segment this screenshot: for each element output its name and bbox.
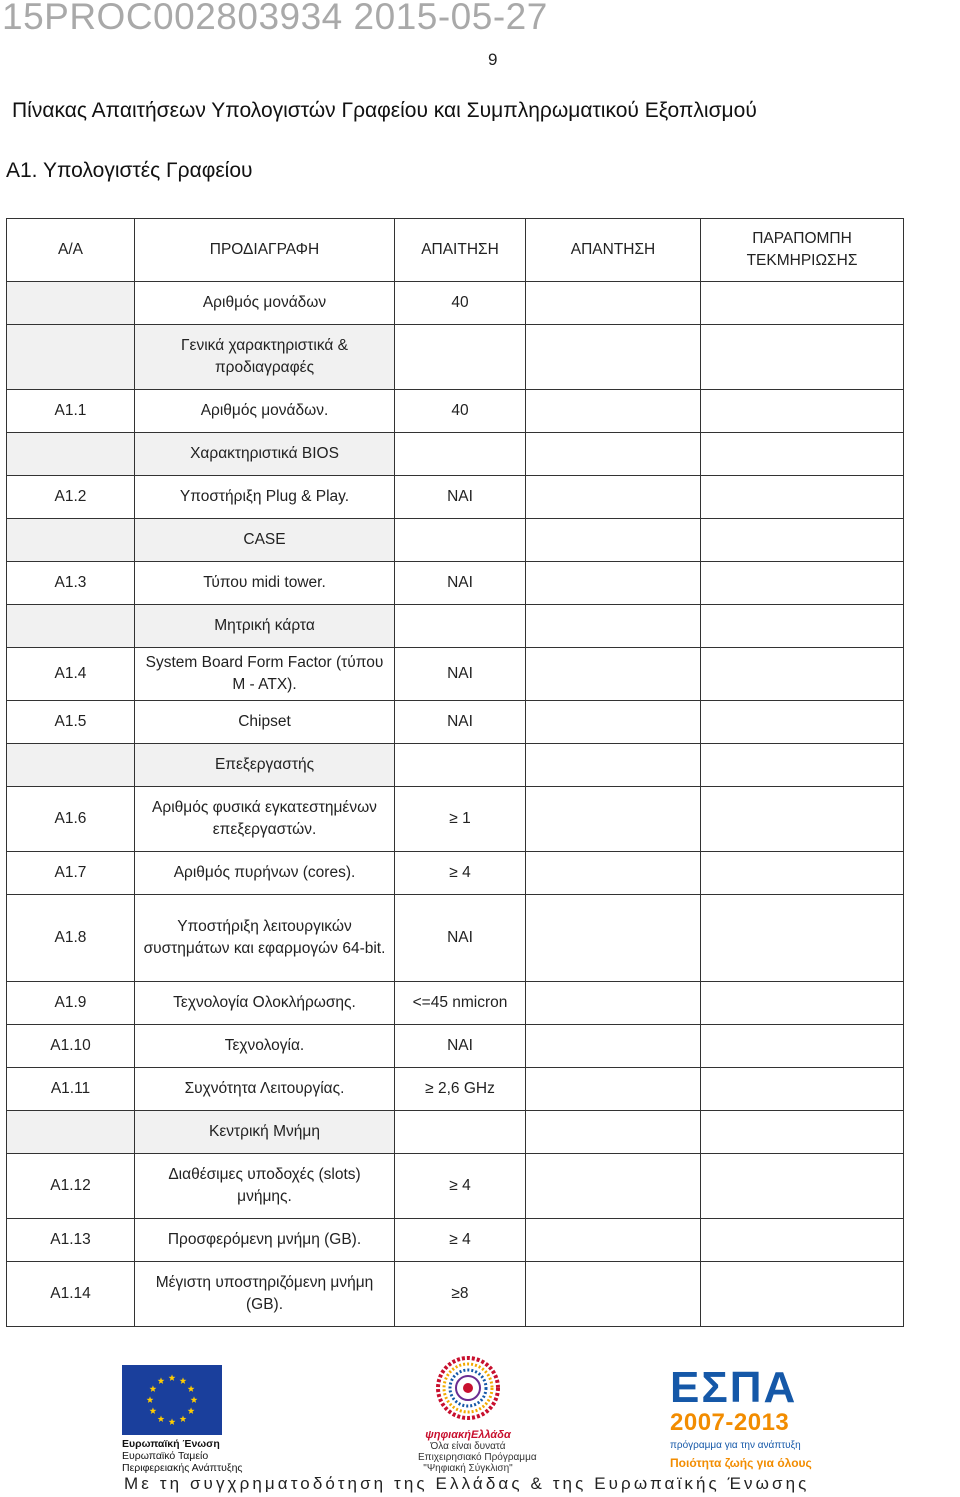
row-id-cell: Α1.1 <box>7 390 135 433</box>
eu-star-icon <box>180 1415 187 1422</box>
eu-caption-line: Ευρωπαϊκή Ένωση <box>122 1438 220 1450</box>
row-id-cell: Α1.7 <box>7 852 135 895</box>
answer-cell <box>526 701 701 744</box>
requirement-cell: ≥ 4 <box>395 1154 526 1219</box>
eu-star-icon <box>150 1407 157 1414</box>
answer-cell <box>526 648 701 701</box>
eu-star-icon <box>188 1385 195 1392</box>
spec-cell: Αριθμός πυρήνων (cores). <box>135 852 395 895</box>
eu-caption <box>122 1438 242 1474</box>
answer-cell <box>526 519 701 562</box>
answer-cell <box>526 1025 701 1068</box>
column-header-requirement: ΑΠΑΙΤΗΣΗ <box>395 219 526 282</box>
column-header-spec: ΠΡΟΔΙΑΓΡΑΦΗ <box>135 219 395 282</box>
answer-cell <box>526 476 701 519</box>
row-id-cell <box>7 433 135 476</box>
requirement-cell <box>395 605 526 648</box>
answer-cell <box>526 325 701 390</box>
table-row <box>7 648 904 701</box>
answer-cell <box>526 852 701 895</box>
eu-star-icon <box>188 1407 195 1414</box>
row-id-cell: Α1.8 <box>7 895 135 982</box>
spec-cell: Τεχνολογία Ολοκλήρωσης. <box>135 982 395 1025</box>
espa-tagline: πρόγραμμα για την ανάπτυξη <box>670 1440 801 1451</box>
answer-cell <box>526 390 701 433</box>
eu-star-icon <box>180 1377 187 1384</box>
spec-cell: System Board Form Factor (τύπου M - ATX). <box>135 648 395 701</box>
requirement-cell: ≥ 4 <box>395 852 526 895</box>
reference-cell <box>701 519 904 562</box>
reference-cell <box>701 895 904 982</box>
row-id-cell: Α1.2 <box>7 476 135 519</box>
eu-flag-stars <box>122 1365 222 1435</box>
spec-cell: Διαθέσιμες υποδοχές (slots) μνήμης. <box>135 1154 395 1219</box>
group-header-row <box>7 433 904 476</box>
answer-cell <box>526 895 701 982</box>
table-row <box>7 1219 904 1262</box>
requirement-cell <box>395 433 526 476</box>
column-header-answer: ΑΠΑΝΤΗΣΗ <box>526 219 701 282</box>
eu-star-icon <box>169 1374 176 1381</box>
table-row <box>7 852 904 895</box>
requirement-cell: ΝΑΙ <box>395 648 526 701</box>
requirement-cell: 40 <box>395 390 526 433</box>
spec-cell: Υποστήριξη Plug & Play. <box>135 476 395 519</box>
row-id-cell: Α1.3 <box>7 562 135 605</box>
answer-cell <box>526 605 701 648</box>
digital-greece-line: Όλα είναι δυνατά <box>430 1441 506 1452</box>
answer-cell <box>526 1262 701 1327</box>
eu-star-icon <box>169 1418 176 1425</box>
spec-cell: Chipset <box>135 701 395 744</box>
eu-star-icon <box>158 1377 165 1384</box>
table-row <box>7 895 904 982</box>
spec-cell: Υποστήριξη λειτουργικών συστημάτων και εφαρμογών 64-bit. <box>135 895 395 982</box>
group-header-row <box>7 519 904 562</box>
espa-wordmark: ΕΣΠΑ <box>670 1363 798 1412</box>
requirement-cell <box>395 519 526 562</box>
reference-cell <box>701 1154 904 1219</box>
espa-logo <box>670 1363 830 1470</box>
requirement-cell: 40 <box>395 282 526 325</box>
digital-greece-brand: ψηφιακήΕλλάδα <box>425 1429 511 1441</box>
row-id-cell <box>7 282 135 325</box>
table-row <box>7 1262 904 1327</box>
answer-cell <box>526 1068 701 1111</box>
eu-star-icon <box>158 1415 165 1422</box>
requirement-cell: ΝΑΙ <box>395 895 526 982</box>
row-id-cell: Α1.10 <box>7 1025 135 1068</box>
row-id-cell: Α1.11 <box>7 1068 135 1111</box>
eu-flag-icon <box>122 1365 222 1435</box>
eu-star-icon <box>191 1396 198 1403</box>
page-number: 9 <box>488 50 498 69</box>
answer-cell <box>526 744 701 787</box>
row-id-cell <box>7 1111 135 1154</box>
spec-cell: Προσφερόμενη μνήμη (GB). <box>135 1219 395 1262</box>
answer-cell <box>526 433 701 476</box>
requirement-cell: ≥8 <box>395 1262 526 1327</box>
group-title-cell: CASE <box>135 519 395 562</box>
answer-cell <box>526 1219 701 1262</box>
table-row <box>7 982 904 1025</box>
group-header-row <box>7 744 904 787</box>
digital-greece-line: "Ψηφιακή Σύγκλιση" <box>423 1463 513 1474</box>
row-id-cell: Α1.5 <box>7 701 135 744</box>
requirement-cell: ΝΑΙ <box>395 1025 526 1068</box>
reference-cell <box>701 325 904 390</box>
row-id-cell: Α1.12 <box>7 1154 135 1219</box>
reference-cell <box>701 1111 904 1154</box>
table-row <box>7 787 904 852</box>
table-row <box>7 1025 904 1068</box>
section-title: Α1. Υπολογιστές Γραφείου <box>6 159 253 182</box>
spec-cell: Αριθμός μονάδων. <box>135 390 395 433</box>
requirement-cell: ΝΑΙ <box>395 476 526 519</box>
table-row <box>7 562 904 605</box>
reference-cell <box>701 1262 904 1327</box>
digital-greece-line: Επιχειρησιακό Πρόγραμμα <box>418 1452 537 1463</box>
eu-caption-line: Ευρωπαϊκό Ταμείο <box>122 1450 209 1462</box>
group-title-cell: Χαρακτηριστικά BIOS <box>135 433 395 476</box>
requirement-cell: ≥ 4 <box>395 1219 526 1262</box>
eu-star-icon <box>147 1396 154 1403</box>
row-id-cell: Α1.14 <box>7 1262 135 1327</box>
espa-slogan: Ποιότητα ζωής για όλους <box>670 1456 812 1470</box>
spec-cell: Μέγιστη υποστηριζόμενη μνήμη (GB). <box>135 1262 395 1327</box>
group-title-cell: Μητρική κάρτα <box>135 605 395 648</box>
requirement-cell: ΝΑΙ <box>395 701 526 744</box>
digital-greece-logo <box>418 1350 537 1474</box>
eu-star-icon <box>150 1385 157 1392</box>
row-id-cell: Α1.13 <box>7 1219 135 1262</box>
table-row <box>7 701 904 744</box>
summary-row <box>7 282 904 325</box>
reference-cell <box>701 433 904 476</box>
column-header-reference: ΠΑΡΑΠΟΜΠΗ ΤΕΚΜΗΡΙΩΣΗΣ <box>701 219 904 282</box>
group-header-row <box>7 1111 904 1154</box>
answer-cell <box>526 1154 701 1219</box>
requirements-table-body <box>7 219 904 1327</box>
funding-footer <box>0 1338 960 1497</box>
cofunding-statement: Με τη συγχρηματοδότηση της Ελλάδας & της Ευρωπαϊκής Ένωσης <box>124 1474 810 1493</box>
row-id-cell <box>7 605 135 648</box>
requirement-cell <box>395 744 526 787</box>
row-id-cell <box>7 744 135 787</box>
requirement-cell <box>395 325 526 390</box>
requirement-cell: ≥ 2,6 GHz <box>395 1068 526 1111</box>
spec-cell: Αριθμός φυσικά εγκατεστημένων επεξεργαστών. <box>135 787 395 852</box>
spec-cell: Τύπου midi tower. <box>135 562 395 605</box>
reference-cell <box>701 605 904 648</box>
answer-cell <box>526 282 701 325</box>
table-header-row <box>7 219 904 282</box>
reference-cell <box>701 744 904 787</box>
table-row <box>7 1068 904 1111</box>
reference-cell <box>701 1219 904 1262</box>
row-id-cell: Α1.4 <box>7 648 135 701</box>
digital-greece-caption <box>418 1429 537 1474</box>
group-title-cell: Επεξεργαστής <box>135 744 395 787</box>
requirement-cell: <=45 nmicron <box>395 982 526 1025</box>
reference-cell <box>701 701 904 744</box>
reference-cell <box>701 1025 904 1068</box>
answer-cell <box>526 982 701 1025</box>
requirements-table <box>6 218 904 1327</box>
table-row <box>7 1154 904 1219</box>
reference-cell <box>701 476 904 519</box>
page-title: Πίνακας Απαιτήσεων Υπολογιστών Γραφείου και Συμπληρωματικού Εξοπλισμού <box>12 99 757 122</box>
reference-cell <box>701 282 904 325</box>
reference-cell <box>701 852 904 895</box>
answer-cell <box>526 562 701 605</box>
reference-cell <box>701 648 904 701</box>
column-header-id: Α/Α <box>7 219 135 282</box>
answer-cell <box>526 787 701 852</box>
digital-greece-emblem-icon <box>433 1350 503 1430</box>
table-row <box>7 476 904 519</box>
table-row <box>7 390 904 433</box>
reference-cell <box>701 390 904 433</box>
reference-cell <box>701 787 904 852</box>
row-id-cell: Α1.6 <box>7 787 135 852</box>
spec-cell: Συχνότητα Λειτουργίας. <box>135 1068 395 1111</box>
answer-cell <box>526 1111 701 1154</box>
eu-caption-line: Περιφερειακής Ανάπτυξης <box>122 1462 243 1474</box>
row-id-cell: Α1.9 <box>7 982 135 1025</box>
reference-cell <box>701 1068 904 1111</box>
group-header-row <box>7 325 904 390</box>
reference-cell <box>701 562 904 605</box>
group-title-cell: Γενικά χαρακτηριστικά & προδιαγραφές <box>135 325 395 390</box>
group-title-cell: Κεντρική Μνήμη <box>135 1111 395 1154</box>
row-id-cell <box>7 325 135 390</box>
group-header-row <box>7 605 904 648</box>
requirement-cell: ≥ 1 <box>395 787 526 852</box>
requirement-cell: ΝΑΙ <box>395 562 526 605</box>
reference-cell <box>701 982 904 1025</box>
document-id-watermark: 15PROC002803934 2015-05-27 <box>2 0 548 37</box>
row-id-cell <box>7 519 135 562</box>
spec-cell: Αριθμός μονάδων <box>135 282 395 325</box>
espa-years: 2007-2013 <box>670 1409 790 1436</box>
requirement-cell <box>395 1111 526 1154</box>
spec-cell: Τεχνολογία. <box>135 1025 395 1068</box>
